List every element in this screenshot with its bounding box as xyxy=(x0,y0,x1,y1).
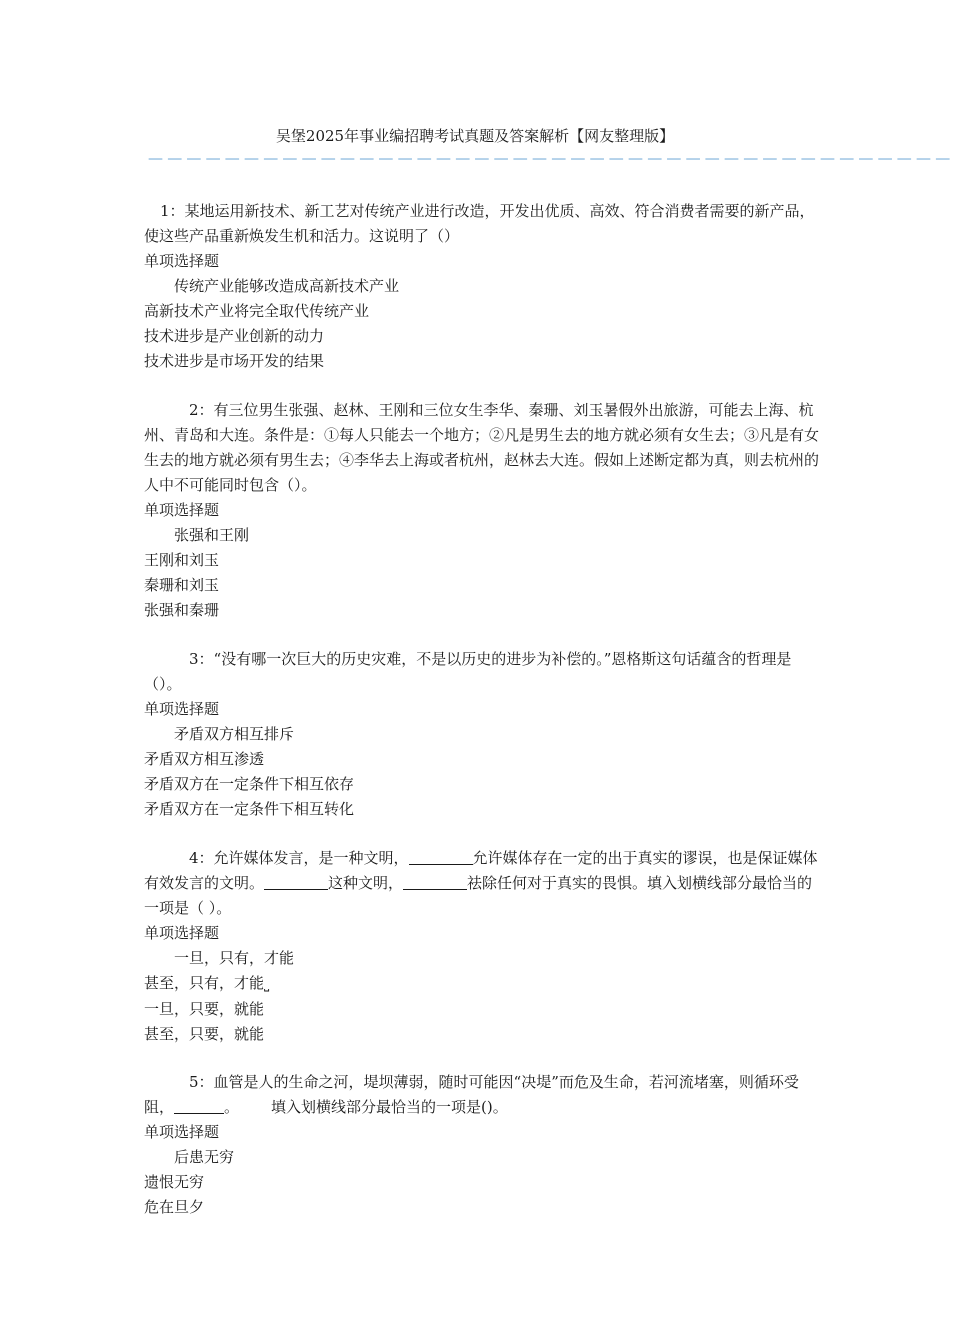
question-2 xyxy=(144,398,820,623)
option-b: 王刚和刘玉 xyxy=(144,551,220,569)
fill-blank xyxy=(264,873,328,890)
question-1 xyxy=(144,199,820,374)
option-c: 矛盾双方在一定条件下相互依存 xyxy=(144,775,355,793)
document-title: 吴堡2025年事业编招聘考试真题及答案解析【网友整理版】 xyxy=(275,127,675,145)
question-stem xyxy=(144,846,820,921)
stem-part: 填入划横线部分最恰当的一项是()。 xyxy=(271,1098,508,1116)
stem-part: 允许媒体存在一定的出于真实的谬误，也是保证媒体有效发言的文明。 xyxy=(144,849,818,892)
question-stem xyxy=(144,1070,820,1120)
option-c: 危在旦夕 xyxy=(144,1198,205,1216)
stem-part: 。 xyxy=(224,1098,240,1116)
option-b xyxy=(144,971,820,997)
option-a: 一旦，只有，才能 xyxy=(174,949,295,967)
editor-mark: ⎵ xyxy=(264,977,270,992)
question-5 xyxy=(144,1070,820,1220)
option-c: 一旦，只要，就能 xyxy=(144,1000,265,1018)
option-d: 张强和秦珊 xyxy=(144,601,220,619)
option-b: 遗恨无穷 xyxy=(144,1173,205,1191)
option-a: 传统产业能够改造成高新技术产业 xyxy=(174,277,400,295)
option-d: 技术进步是市场开发的结果 xyxy=(144,352,325,370)
option-d: 矛盾双方在一定条件下相互转化 xyxy=(144,800,355,818)
option-b: 矛盾双方相互渗透 xyxy=(144,750,265,768)
fill-blank xyxy=(403,873,467,890)
option-c: 技术进步是产业创新的动力 xyxy=(144,327,325,345)
option-a: 张强和王刚 xyxy=(174,526,250,544)
fill-blank xyxy=(174,1097,224,1114)
question-stem: 3：“没有哪一次巨大的历史灾难，不是以历史的进步为补偿的。”恩格斯这句话蕴含的哲理是（）。 xyxy=(144,650,792,693)
option-a: 后患无穷 xyxy=(174,1148,235,1166)
question-stem: 2：有三位男生张强、赵林、王刚和三位女生李华、秦珊、刘玉暑假外出旅游，可能去上海、杭州、青岛和大连。条件是：①每人只能去一个地方；②凡是男生去的地方就必须有女生去；③凡是有女生去的地方就必须有男生去；④李华去上海或者杭州，赵林去大连。假如上述断定都为真，则去杭州的人中不可能同时包含（）。 xyxy=(144,401,820,494)
question-type: 单项选择题 xyxy=(144,252,220,270)
question-type: 单项选择题 xyxy=(144,924,220,942)
stem-part: 4：允许媒体发言，是一种文明， xyxy=(189,849,409,867)
option-d: 甚至，只要，就能 xyxy=(144,1025,265,1043)
question-type: 单项选择题 xyxy=(144,501,220,519)
question-stem: 1：某地运用新技术、新工艺对传统产业进行改造，开发出优质、高效、符合消费者需要的新产品，使这些产品重新焕发生机和活力。这说明了（） xyxy=(144,202,815,245)
option-c: 秦珊和刘玉 xyxy=(144,576,220,594)
title-separator: —————————————————————————————————————————— xyxy=(148,149,954,167)
question-type: 单项选择题 xyxy=(144,700,220,718)
stem-part: 5：血管是人的生命之河，堤坝薄弱，随时可能因“决堤”而危及生命，若河流堵塞，则循环受阻， xyxy=(144,1073,799,1116)
stem-part: 这种文明， xyxy=(328,874,404,892)
option-b: 高新技术产业将完全取代传统产业 xyxy=(144,302,370,320)
fill-blank xyxy=(409,848,473,865)
option-text: 甚至，只有，才能 xyxy=(144,974,265,992)
stem-part: 祛除任何对于真实的畏惧。填入划横线部分最恰当的一项是（ ）。 xyxy=(144,874,813,917)
question-4 xyxy=(144,846,820,1047)
question-3 xyxy=(144,647,820,822)
question-type: 单项选择题 xyxy=(144,1123,220,1141)
option-a: 矛盾双方相互排斥 xyxy=(174,725,295,743)
